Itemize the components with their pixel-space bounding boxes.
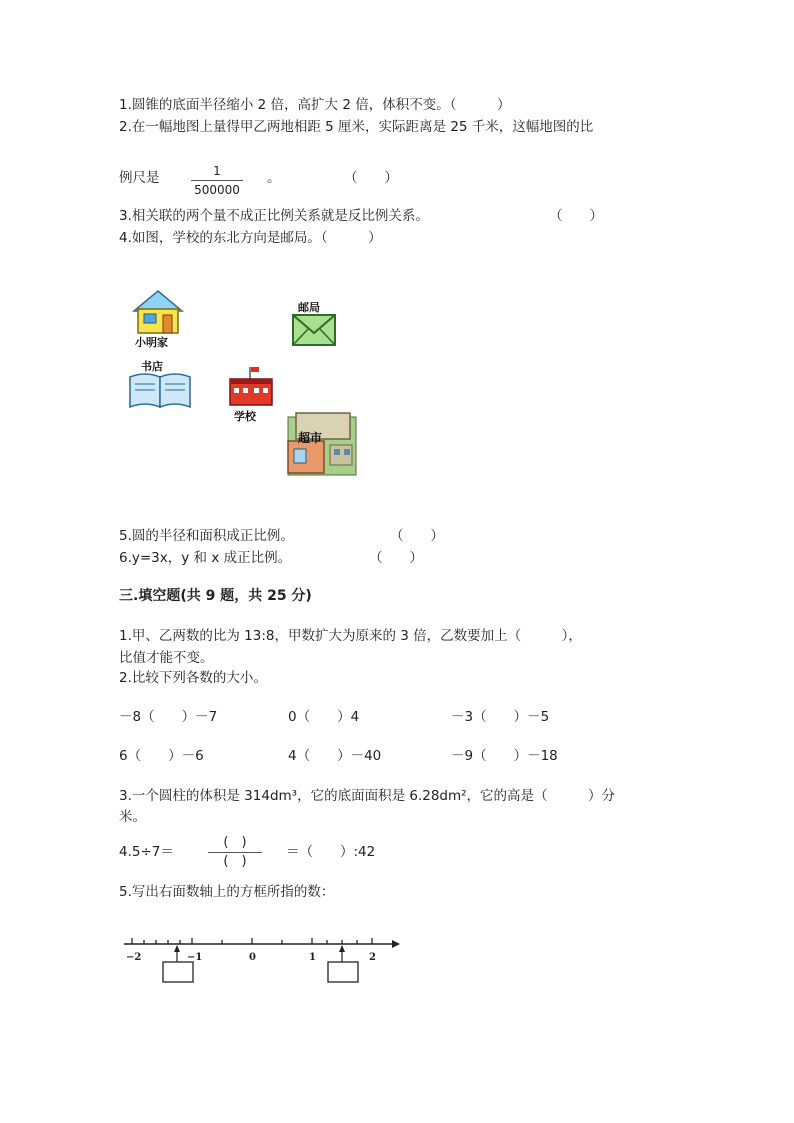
judge-q6-answer-blank[interactable]: （ ） [369,550,423,566]
compare-item[interactable]: 4（ ）－40 [288,748,382,764]
fill-q1-line1: 1.甲、乙两数的比为 13:8，甲数扩大为原来的 3 倍，乙数要加上（ ）， [119,628,582,644]
fill-q4-left: 4.5÷7＝ [119,844,174,860]
tick-label: −1 [187,952,203,963]
judge-q2: 2.在一幅地图上量得甲乙两地相距 5 厘米，实际距离是 25 千米，这幅地图的比 [119,119,594,135]
section-heading: 三.填空题(共 9 题，共 25 分) [119,588,312,604]
judge-q2-end: 。 [267,170,281,186]
tick-label: 1 [309,952,316,963]
fraction-numerator: 1 [213,164,221,178]
answer-box-right [328,962,358,982]
compare-item[interactable]: 6（ ）－6 [119,748,204,764]
judge-q1: 1.圆锥的底面半径缩小 2 倍，高扩大 2 倍，体积不变。（ ） [119,97,511,113]
judge-q5-answer-blank[interactable]: （ ） [390,528,444,544]
compare-item[interactable]: －9（ ）－18 [451,748,558,764]
arrow-up-icon [339,945,345,952]
judge-q3-answer-blank[interactable]: （ ） [549,208,603,224]
fill-q1-line2: 比值才能不变。 [119,650,214,666]
fill-q2: 2.比较下列各数的大小。 [119,670,267,686]
arrow-up-icon [174,945,180,952]
judge-q5: 5.圆的半径和面积成正比例。 [119,528,294,544]
fill-q4-right: ＝（ ）:42 [286,844,376,860]
judge-q3: 3.相关联的两个量不成正比例关系就是反比例关系。 [119,208,429,224]
tick-label: 0 [249,952,256,963]
q4-fraction[interactable] [208,836,262,869]
map-label-home: 小明家 [135,336,168,349]
book-icon [130,374,190,407]
tick-label: −2 [126,952,142,963]
judge-q4: 4.如图，学校的东北方向是邮局。（ ） [119,230,382,246]
fill-q3-line1: 3.一个圆柱的体积是 314dm³，它的底面面积是 6.28dm²，它的高是（ ）分 [119,788,616,804]
compare-item[interactable]: －3（ ）－5 [451,709,550,725]
q4-fraction-bar [208,852,262,853]
tick-label: 2 [369,952,376,963]
number-line [120,932,402,988]
judge-q2-cont: 例尺是 [119,170,160,186]
fill-q5: 5.写出右面数轴上的方框所指的数： [119,884,335,900]
envelope-icon [293,315,335,345]
map-label-post-office: 邮局 [298,301,320,314]
map-label-school: 学校 [234,410,256,423]
map-label-supermarket: 超市 [298,431,323,445]
number-line-ticks [132,938,372,944]
school-icon [230,367,272,405]
compare-item[interactable]: 0（ ）4 [288,709,360,725]
arrow-right-icon [392,940,400,948]
fraction-denominator: 500000 [194,183,240,197]
house-icon [134,291,182,333]
fraction-bar [191,180,243,181]
map-label-bookstore: 书店 [141,360,163,373]
scale-fraction [191,164,243,197]
q4-fraction-numerator[interactable]: ( ) [223,835,247,850]
q4-fraction-denominator[interactable]: ( ) [223,854,247,869]
judge-q2-answer-blank[interactable]: （ ） [344,170,398,186]
answer-box-left [163,962,193,982]
map-illustration [120,285,370,485]
fill-q3-line2: 米。 [119,809,146,825]
judge-q6: 6.y=3x，y 和 x 成正比例。 [119,550,292,566]
compare-item[interactable]: －8（ ）－7 [119,709,218,725]
